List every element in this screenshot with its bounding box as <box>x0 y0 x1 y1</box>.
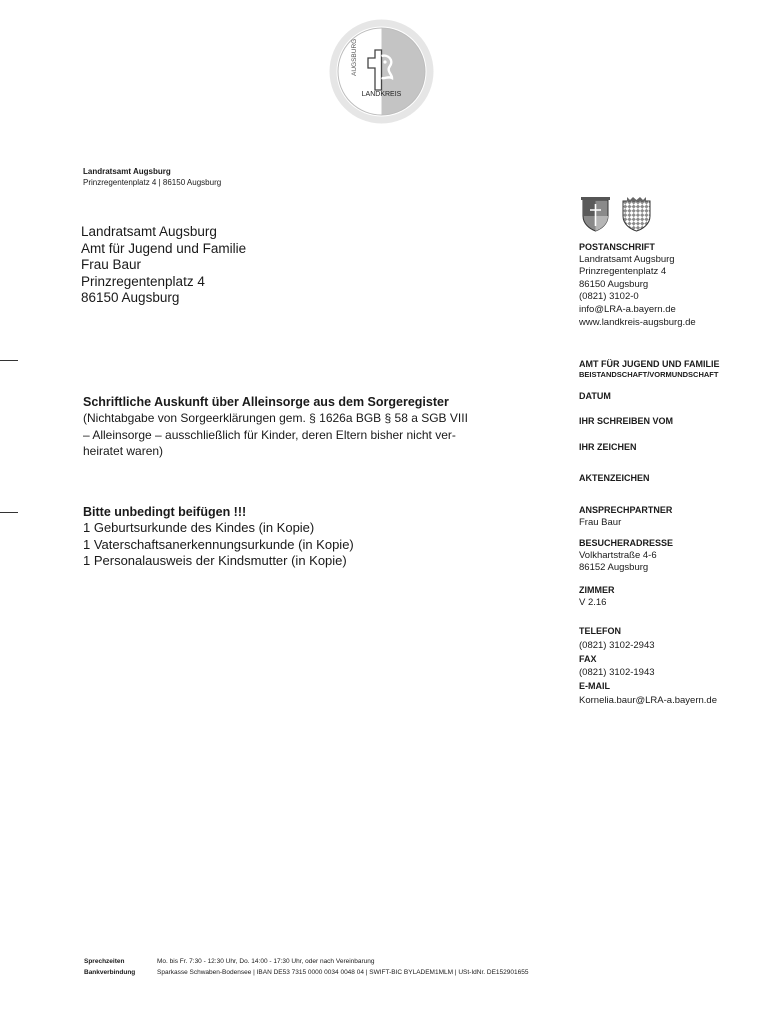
email-label: E-MAIL <box>579 681 610 692</box>
phone-main: (0821) 3102-0 <box>579 291 639 303</box>
email-address: Kornelia.baur@LRA-a.bayern.de <box>579 694 717 706</box>
recipient-line: 86150 Augsburg <box>81 290 180 305</box>
room-block <box>579 584 615 609</box>
postal-address-line: 86150 Augsburg <box>579 278 649 290</box>
your-letter-label: IHR SCHREIBEN VOM <box>579 416 674 426</box>
date-label: DATUM <box>579 391 611 401</box>
enclosure-item: 1 Vaterschaftsanerkennungsurkunde (in Kopie) <box>83 536 354 552</box>
room-label: ZIMMER <box>579 585 615 595</box>
enclosure-item: 1 Geburtsurkunde des Kindes (in Kopie) <box>83 520 315 535</box>
postal-address-block <box>579 241 696 329</box>
file-number-label: AKTENZEICHEN <box>579 473 650 483</box>
county-coat-of-arms-icon <box>579 196 612 232</box>
your-reference-label: IHR ZEICHEN <box>579 442 637 452</box>
contact-person-name: Frau Baur <box>579 516 622 528</box>
room-number: V 2.16 <box>579 596 607 608</box>
department-sub: BEISTANDSCHAFT/VORMUNDSCHAFT <box>579 370 719 379</box>
recipient-line: Landratsamt Augsburg <box>81 224 217 239</box>
footer-bank-text: Sparkasse Schwaben-Bodensee | IBAN DE53 7315 0000 0034 0048 04 | SWIFT-BIC BYLADEM1MLM | USt-IdNr. DE152901655 <box>157 969 529 976</box>
footer-bank-label: Bankverbindung <box>84 969 136 976</box>
logo-label: LANDKREIS <box>361 91 402 98</box>
enclosure-item: 1 Personalausweis der Kindsmutter (in Kopie) <box>83 553 347 568</box>
postal-address-label: POSTANSCHRIFT <box>579 242 655 252</box>
visitor-address-line: Volkhartstraße 4-6 <box>579 549 657 561</box>
department-name: AMT FÜR JUGEND UND FAMILIE <box>579 359 720 369</box>
bavaria-coat-of-arms-icon <box>621 196 652 232</box>
contact-person-label: ANSPRECHPARTNER <box>579 505 673 515</box>
phone-number: (0821) 3102-2943 <box>579 639 655 651</box>
enclosures-title: Bitte unbedingt beifügen !!! <box>83 505 247 519</box>
website: www.landkreis-augsburg.de <box>579 316 696 328</box>
sender-address: Prinzregentenplatz 4 | 86150 Augsburg <box>83 178 222 187</box>
fold-mark <box>0 512 18 513</box>
subject-body <box>83 410 503 460</box>
fax-label: FAX <box>579 653 597 664</box>
subject-block <box>83 394 503 460</box>
visitor-address-label: BESUCHERADRESSE <box>579 538 674 548</box>
recipient-line: Prinzregentenplatz 4 <box>81 273 205 289</box>
phone-block <box>579 625 717 708</box>
sender-name: Landratsamt Augsburg <box>83 167 171 176</box>
visitor-address-block <box>579 537 673 575</box>
enclosures-block <box>83 504 354 570</box>
email-general: info@LRA-a.bayern.de <box>579 303 676 315</box>
phone-label: TELEFON <box>579 626 621 636</box>
subject-line: (Nichtabgabe von Sorgeerklärungen gem. § 1626a BGB § 58 a SGB VIII <box>83 411 468 425</box>
visitor-address-line: 86152 Augsburg <box>579 562 649 574</box>
footer-hours <box>84 958 375 965</box>
fold-mark <box>0 360 18 361</box>
postal-address-line: Landratsamt Augsburg <box>579 253 675 265</box>
subject-title: Schriftliche Auskunft über Alleinsorge aus dem Sorgeregister <box>83 395 449 409</box>
recipient-line: Amt für Jugend und Familie <box>81 240 247 256</box>
logo-ring-text: AUGSBURG <box>351 38 358 76</box>
recipient-address <box>81 224 246 307</box>
department-block <box>579 359 720 380</box>
fax-number: (0821) 3102-1943 <box>579 667 655 679</box>
subject-line: – Alleinsorge – ausschließlich für Kinder, deren Eltern bisher nicht ver- <box>83 427 456 442</box>
contact-person-block <box>579 504 672 529</box>
postal-address-line: Prinzregentenplatz 4 <box>579 266 667 278</box>
landkreis-augsburg-logo <box>328 18 435 125</box>
footer-hours-text: Mo. bis Fr. 7:30 - 12:30 Uhr, Do. 14:00 - 17:30 Uhr, oder nach Vereinbarung <box>157 958 375 965</box>
footer-hours-label: Sprechzeiten <box>84 958 125 965</box>
recipient-line: Frau Baur <box>81 257 142 272</box>
subject-line: heiratet waren) <box>83 444 164 458</box>
footer-bank <box>84 969 528 976</box>
